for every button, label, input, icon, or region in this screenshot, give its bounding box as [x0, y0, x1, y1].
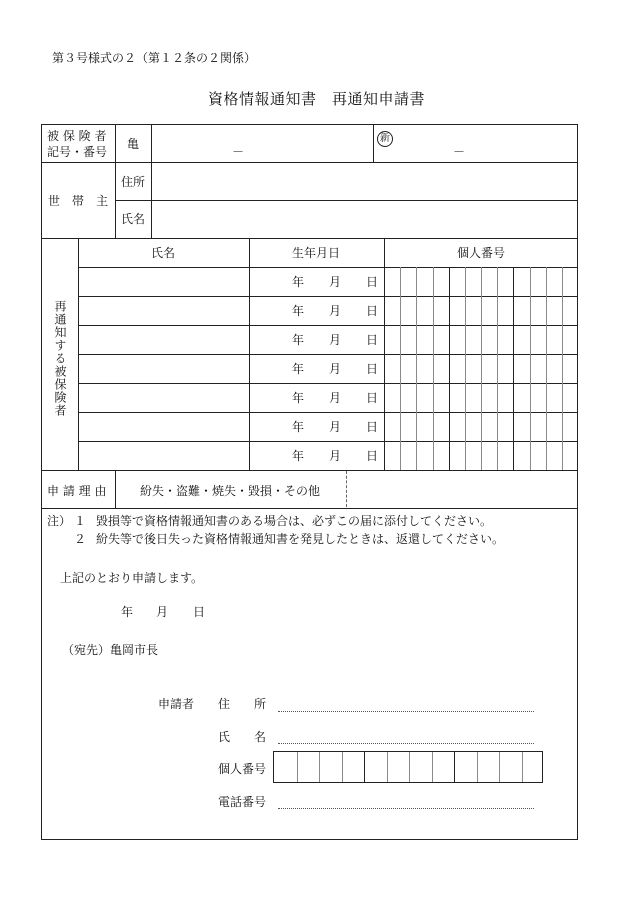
- applicant-digit-divider: [432, 752, 433, 782]
- birth-month-label: 月: [329, 362, 342, 376]
- birth-month-label: 月: [329, 304, 342, 318]
- reason-other-field[interactable]: [348, 471, 577, 507]
- birth-month-label: 月: [329, 391, 342, 405]
- applicant-digit-divider: [364, 752, 365, 782]
- date-month: 月: [156, 605, 169, 619]
- birth-day-label: 日: [366, 449, 379, 463]
- birth-year-label: 年: [292, 391, 305, 405]
- reissue-name-cell[interactable]: [79, 413, 248, 440]
- reissue-side-label: 再通知する被保険者: [53, 300, 67, 417]
- reissue-name-cell[interactable]: [79, 268, 248, 295]
- digit-divider: [416, 267, 417, 470]
- applicant-digit-divider: [522, 752, 523, 782]
- digit-divider: [546, 267, 547, 470]
- reissue-name-cell[interactable]: [79, 326, 248, 353]
- applicant-name-line[interactable]: [278, 743, 534, 744]
- birth-day-label: 日: [366, 275, 379, 289]
- address-label: 住所: [121, 175, 146, 189]
- digit-divider: [497, 267, 498, 470]
- birth-year-label: 年: [292, 304, 305, 318]
- birth-year-label: 年: [292, 333, 305, 347]
- applicant-number-label: 個人番号: [218, 762, 267, 776]
- old-number-field[interactable]: [152, 125, 372, 161]
- reissue-name-cell[interactable]: [79, 355, 248, 382]
- householder-address-field[interactable]: [152, 163, 577, 199]
- addressee: （宛先）亀岡市長: [62, 643, 159, 657]
- birth-year-label: 年: [292, 275, 305, 289]
- new-mark-circle: 新: [377, 131, 393, 147]
- applicant-digit-divider: [409, 752, 410, 782]
- birth-day-label: 日: [366, 391, 379, 405]
- applicant-name-label: 氏 名: [218, 730, 267, 744]
- new-number-dash: －: [453, 145, 466, 159]
- reissue-name-cell[interactable]: [79, 384, 248, 411]
- digit-divider: [400, 267, 401, 470]
- applicant-digit-divider: [387, 752, 388, 782]
- insured-label-line2: 記号・番号: [47, 145, 108, 159]
- applicant-digit-divider: [454, 752, 455, 782]
- applicant-phone-line[interactable]: [278, 808, 534, 809]
- applicant-address-label: 住 所: [218, 697, 267, 711]
- form-number: 第３号様式の２（第１２条の２関係）: [52, 51, 257, 65]
- digit-divider: [465, 267, 466, 470]
- digit-divider: [562, 267, 563, 470]
- note-2-text: 紛失等で後日失った資格情報通知書を発見したときは、返還してください。: [96, 532, 505, 546]
- applicant-digit-divider: [342, 752, 343, 782]
- birth-day-label: 日: [366, 304, 379, 318]
- householder-name-field[interactable]: [152, 201, 577, 237]
- birth-month-label: 月: [329, 420, 342, 434]
- applicant-digit-divider: [297, 752, 298, 782]
- reason-options[interactable]: 紛失・盗難・焼失・毀損・その他: [140, 484, 321, 498]
- notes-prefix: 注）: [47, 514, 72, 528]
- applicant-label: 申請者: [158, 697, 195, 711]
- digit-divider: [449, 267, 450, 470]
- householder-label: 世 帯 主: [48, 194, 109, 208]
- reissue-name-cell[interactable]: [79, 297, 248, 324]
- date-year: 年: [121, 605, 134, 619]
- col-number-header: 個人番号: [457, 246, 506, 260]
- applicant-digit-divider: [499, 752, 500, 782]
- name-label: 氏名: [121, 212, 146, 226]
- insured-label-line1: 被 保 険 者: [47, 129, 107, 143]
- birth-day-label: 日: [366, 420, 379, 434]
- applicant-phone-label: 電話番号: [218, 795, 267, 809]
- col-name-header: 氏名: [151, 246, 176, 260]
- birth-month-label: 月: [329, 449, 342, 463]
- digit-divider: [481, 267, 482, 470]
- old-symbol: 亀: [127, 137, 140, 151]
- birth-month-label: 月: [329, 333, 342, 347]
- date-day: 日: [193, 605, 206, 619]
- birth-day-label: 日: [366, 333, 379, 347]
- digit-divider: [433, 267, 434, 470]
- birth-month-label: 月: [329, 275, 342, 289]
- note-1-text: 毀損等で資格情報通知書のある場合は、必ずこの届に添付してください。: [96, 514, 493, 528]
- applicant-digit-divider: [319, 752, 320, 782]
- note-1-number: １: [74, 514, 87, 528]
- birth-year-label: 年: [292, 362, 305, 376]
- new-number-field[interactable]: [374, 125, 577, 161]
- birth-year-label: 年: [292, 449, 305, 463]
- digit-divider: [530, 267, 531, 470]
- birth-year-label: 年: [292, 420, 305, 434]
- col-birth-header: 生年月日: [292, 246, 341, 260]
- old-number-dash: －: [232, 145, 245, 159]
- applicant-digit-divider: [477, 752, 478, 782]
- page-title: 資格情報通知書 再通知申請書: [208, 90, 426, 108]
- applicant-address-line[interactable]: [278, 711, 534, 712]
- birth-day-label: 日: [366, 362, 379, 376]
- reissue-name-cell[interactable]: [79, 442, 248, 469]
- application-statement: 上記のとおり申請します。: [60, 571, 204, 585]
- digit-divider: [513, 267, 514, 470]
- applicant-number-box[interactable]: [273, 751, 543, 783]
- note-2-number: ２: [74, 532, 87, 546]
- reason-label: 申 請 理 由: [47, 484, 107, 498]
